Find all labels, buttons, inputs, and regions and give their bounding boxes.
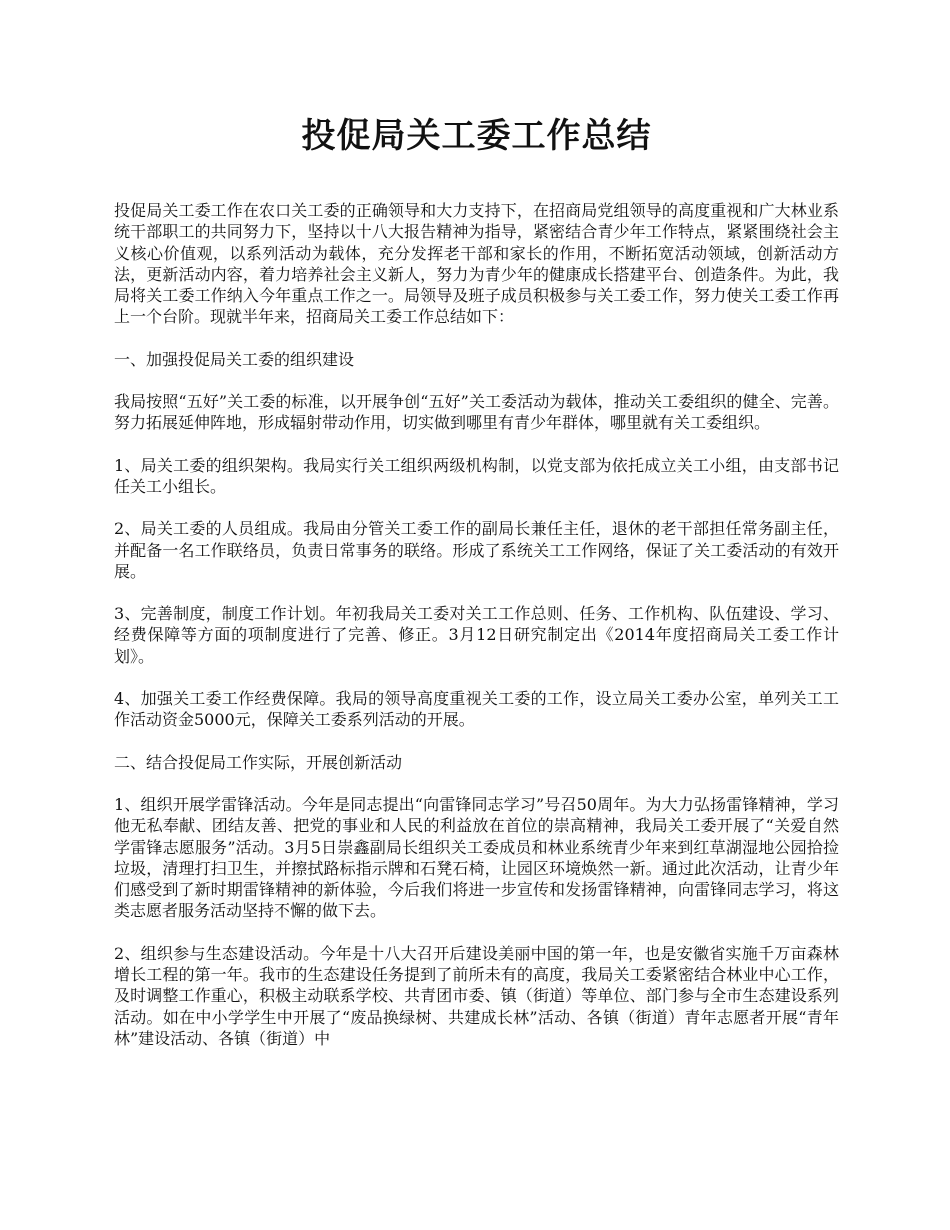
document-title: 投促局关工委工作总结: [301, 116, 652, 156]
section-1-intro-paragraph: 我局按照“五好”关工委的标准，以开展争创“五好”关工委活动为载体，推动关工委组织的健全、完善。努力拓展延伸阵地，形成辐射带动作用，切实做到哪里有青少年群体，哪里就有关工委组织。: [114, 392, 839, 433]
item-1-1-paragraph: 1、局关工委的组织架构。我局实行关工组织两级机构制，以党支部为依托成立关工小组，由支部书记任关工小组长。: [114, 455, 839, 496]
section-heading-1: 一、加强投促局关工委的组织建设: [114, 349, 355, 369]
item-1-2-paragraph: 2、局关工委的人员组成。我局由分管关工委工作的副局长兼任主任，退休的老干部担任常务副主任，并配备一名工作联络员，负责日常事务的联络。形成了系统关工工作网络，保证了关工委活动的有效开展。: [114, 519, 839, 581]
intro-paragraph: 投促局关工委工作在农口关工委的正确领导和大力支持下，在招商局党组领导的高度重视和广大林业系统干部职工的共同努力下，坚持以十八大报告精神为指导，紧密结合青少年工作特点，紧紧围绕社会主义核心价值观，以系列活动为载体，充分发挥老干部和家长的作用，不断拓宽活动领域，创新活动方法，更新活动内容，着力培养社会主义新人，努力为青少年的健康成长搭建平台、创造条件。为此，我局将关工委工作纳入今年重点工作之一。局领导及班子成员积极参与关工委工作，努力使关工委工作再上一个台阶。现就半年来，招商局关工委工作总结如下：: [114, 201, 839, 327]
item-2-1-paragraph: 1、组织开展学雷锋活动。今年是同志提出“向雷锋同志学习”号召50周年。为大力弘扬雷锋精神，学习他无私奉献、团结友善、把党的事业和人民的利益放在首位的崇高精神，我局关工委开展了“关爱自然学雷锋志愿服务”活动。3月5日崇鑫副局长组织关工委成员和林业系统青少年来到红草湖湿地公园拾捡垃圾，清理打扫卫生，并擦拭路标指示牌和石凳石椅，让园区环境焕然一新。通过此次活动，让青少年们感受到了新时期雷锋精神的新体验，今后我们将进一步宣传和发扬雷锋精神，向雷锋同志学习，将这类志愿者服务活动坚持不懈的做下去。: [114, 794, 839, 921]
item-2-2-paragraph: 2、组织参与生态建设活动。今年是十八大召开后建设美丽中国的第一年，也是安徽省实施千万亩森林增长工程的第一年。我市的生态建设任务提到了前所未有的高度，我局关工委紧密结合林业中心工作，及时调整工作重心，积极主动联系学校、共青团市委、镇（街道）等单位、部门参与全市生态建设系列活动。如在中小学学生中开展了“废品换绿树、共建成长林”活动、各镇（街道）青年志愿者开展“青年林”建设活动、各镇（街道）中: [114, 943, 839, 1048]
document-page: [114, 112, 839, 1070]
item-1-3-paragraph: 3、完善制度，制度工作计划。年初我局关工委对关工工作总则、任务、工作机构、队伍建设、学习、经费保障等方面的项制度进行了完善、修正。3月12日研究制定出《2014年度招商局关工委工作计划》。: [114, 604, 839, 666]
item-1-4-paragraph: 4、加强关工委工作经费保障。我局的领导高度重视关工委的工作，设立局关工委办公室，单列关工工作活动资金5000元，保障关工委系列活动的开展。: [114, 689, 839, 730]
section-heading-2: 二、结合投促局工作实际，开展创新活动: [114, 752, 403, 772]
